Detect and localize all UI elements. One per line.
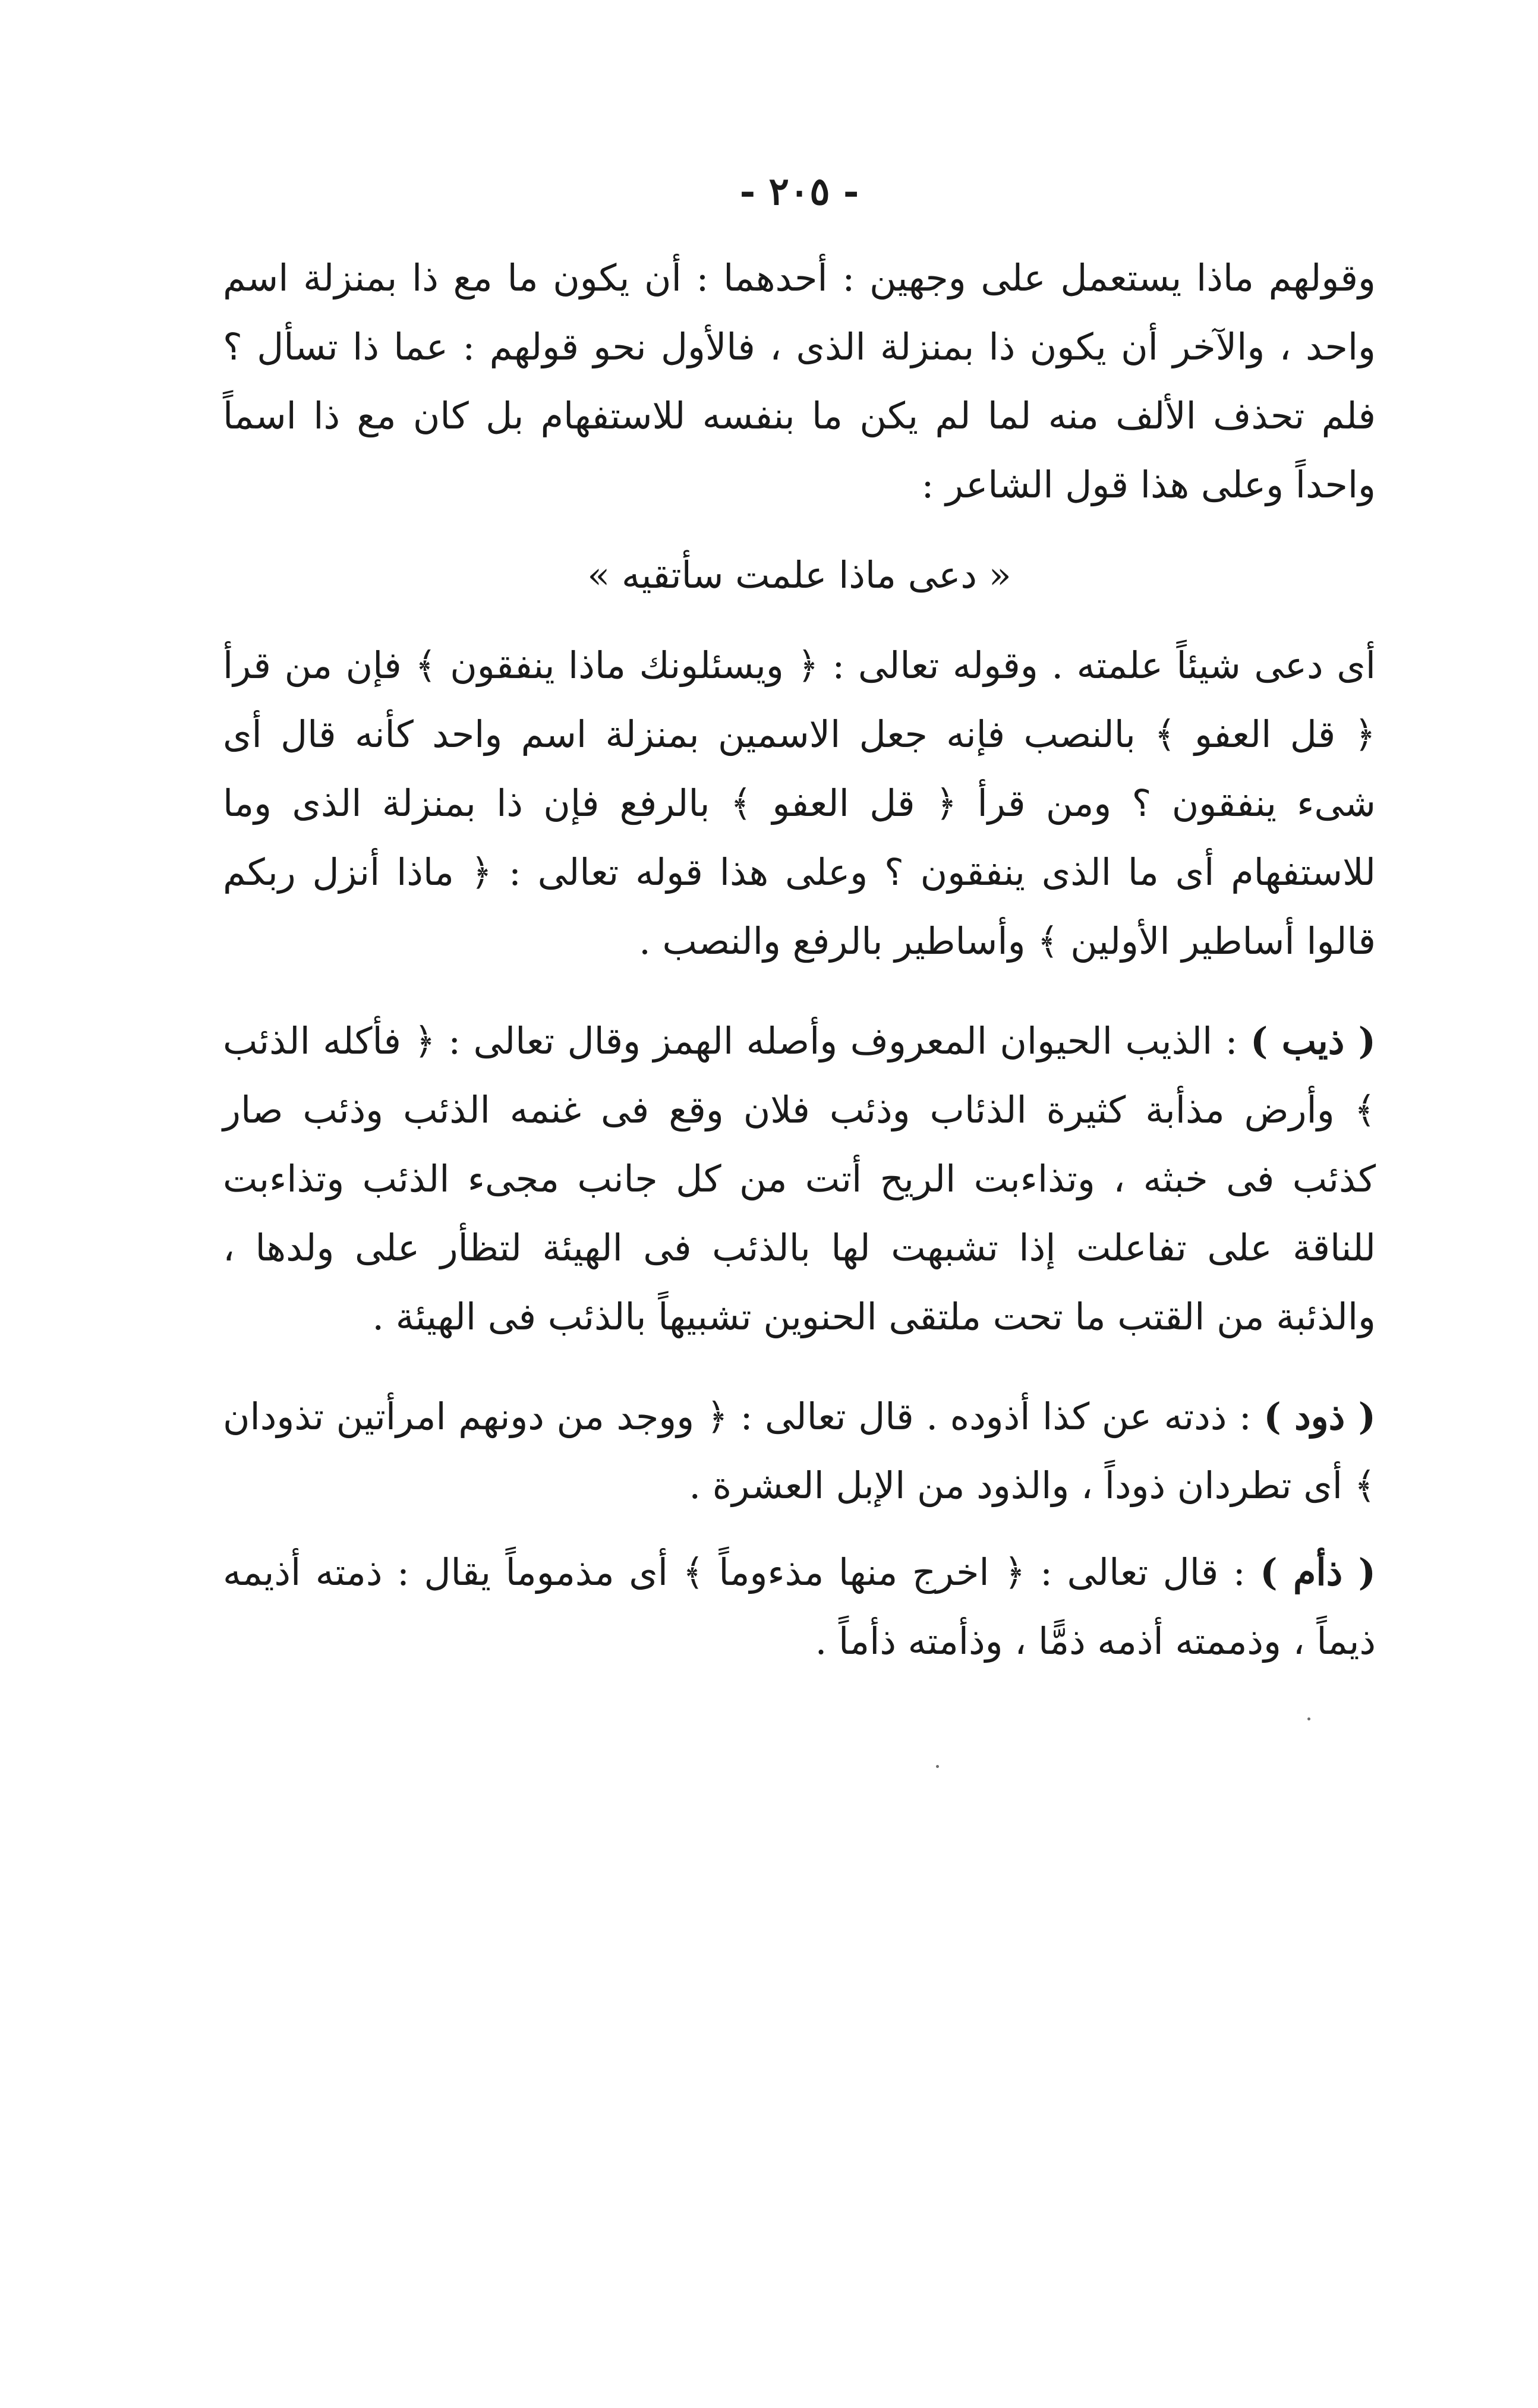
paragraph-intro: وقولهم ماذا يستعمل على وجهين : أحدهما : أن يكون ما مع ذا بمنزلة اسم واحد ، والآخر أن يكون ذا بمنزلة الذى ، فالأول نحو قولهم : عما ذا تسأل ؟ فلم تحذف الألف منه لما لم يكن ما بنفسه للاستفهام بل كان مع ذا اسماً واحداً وعلى هذا قول الشاعر : xyxy=(223,256,1376,506)
page-number: - ٢٠٥ - xyxy=(739,169,859,214)
poetry-verse: « دعى ماذا علمت سأتقيه » xyxy=(587,553,1011,597)
entry-heading: ( ذأم ) xyxy=(1260,1550,1376,1594)
entry-heading: ( ذود ) xyxy=(1263,1395,1376,1438)
entry-dhawd xyxy=(223,1382,1376,1520)
paragraph-gap xyxy=(223,1351,1376,1382)
paragraph-gap xyxy=(223,1520,1376,1538)
scan-speck xyxy=(936,1765,939,1768)
entry-dhib xyxy=(223,1007,1376,1351)
entry-heading: ( ذيب ) xyxy=(1250,1019,1376,1063)
scan-speck xyxy=(1307,1717,1310,1720)
text-body xyxy=(223,244,1376,1676)
paragraph-explanation: أى دعى شيئاً علمته . وقوله تعالى : ﴿ ويسئلونك ماذا ينفقون ﴾ فإن من قرأ ﴿ قل العفو ﴾ بالنصب فإنه جعل الاسمين بمنزلة اسم واحد كأنه قال أى شىء ينفقون ؟ ومن قرأ ﴿ قل العفو ﴾ بالرفع فإن ذا بمنزلة الذى وما للاستفهام أى ما الذى ينفقون ؟ وعلى هذا قوله تعالى : ﴿ ماذا أنزل ربكم قالوا أساطير الأولين ﴾ وأساطير بالرفع والنصب . xyxy=(223,644,1376,963)
entry-text: : قال تعالى : ﴿ اخرج منها مذءوماً ﴾ أى مذموماً يقال : ذمته أذيمه ذيماً ، وذممته أذمه ذمًّا ، وذأمته ذأماً . xyxy=(223,1550,1376,1663)
paragraph-gap xyxy=(223,976,1376,1007)
entry-text: : ذدته عن كذا أذوده . قال تعالى : ﴿ ووجد من دونهم امرأتين تذودان ﴾ أى تطردان ذوداً ، والذود من الإبل العشرة . xyxy=(223,1395,1376,1507)
entry-text: : الذيب الحيوان المعروف وأصله الهمز وقال تعالى : ﴿ فأكله الذئب ﴾ وأرض مذأبة كثيرة الذئاب وذئب فلان وقع فى غنمه الذئب وذئب صار كذئب فى خبثه ، وتذاءبت الريح أتت من كل جانب مجىء الذئب وتذاءبت للناقة على تفاعلت إذا تشبهت لها بالذئب فى الهيئة لتظأر على ولدها ، والذئبة من القتب ما تحت ملتقى الحنوين تشبيهاً بالذئب فى الهيئة . xyxy=(223,1019,1376,1338)
entry-dhaam xyxy=(223,1538,1376,1676)
document-page xyxy=(223,0,1376,2408)
